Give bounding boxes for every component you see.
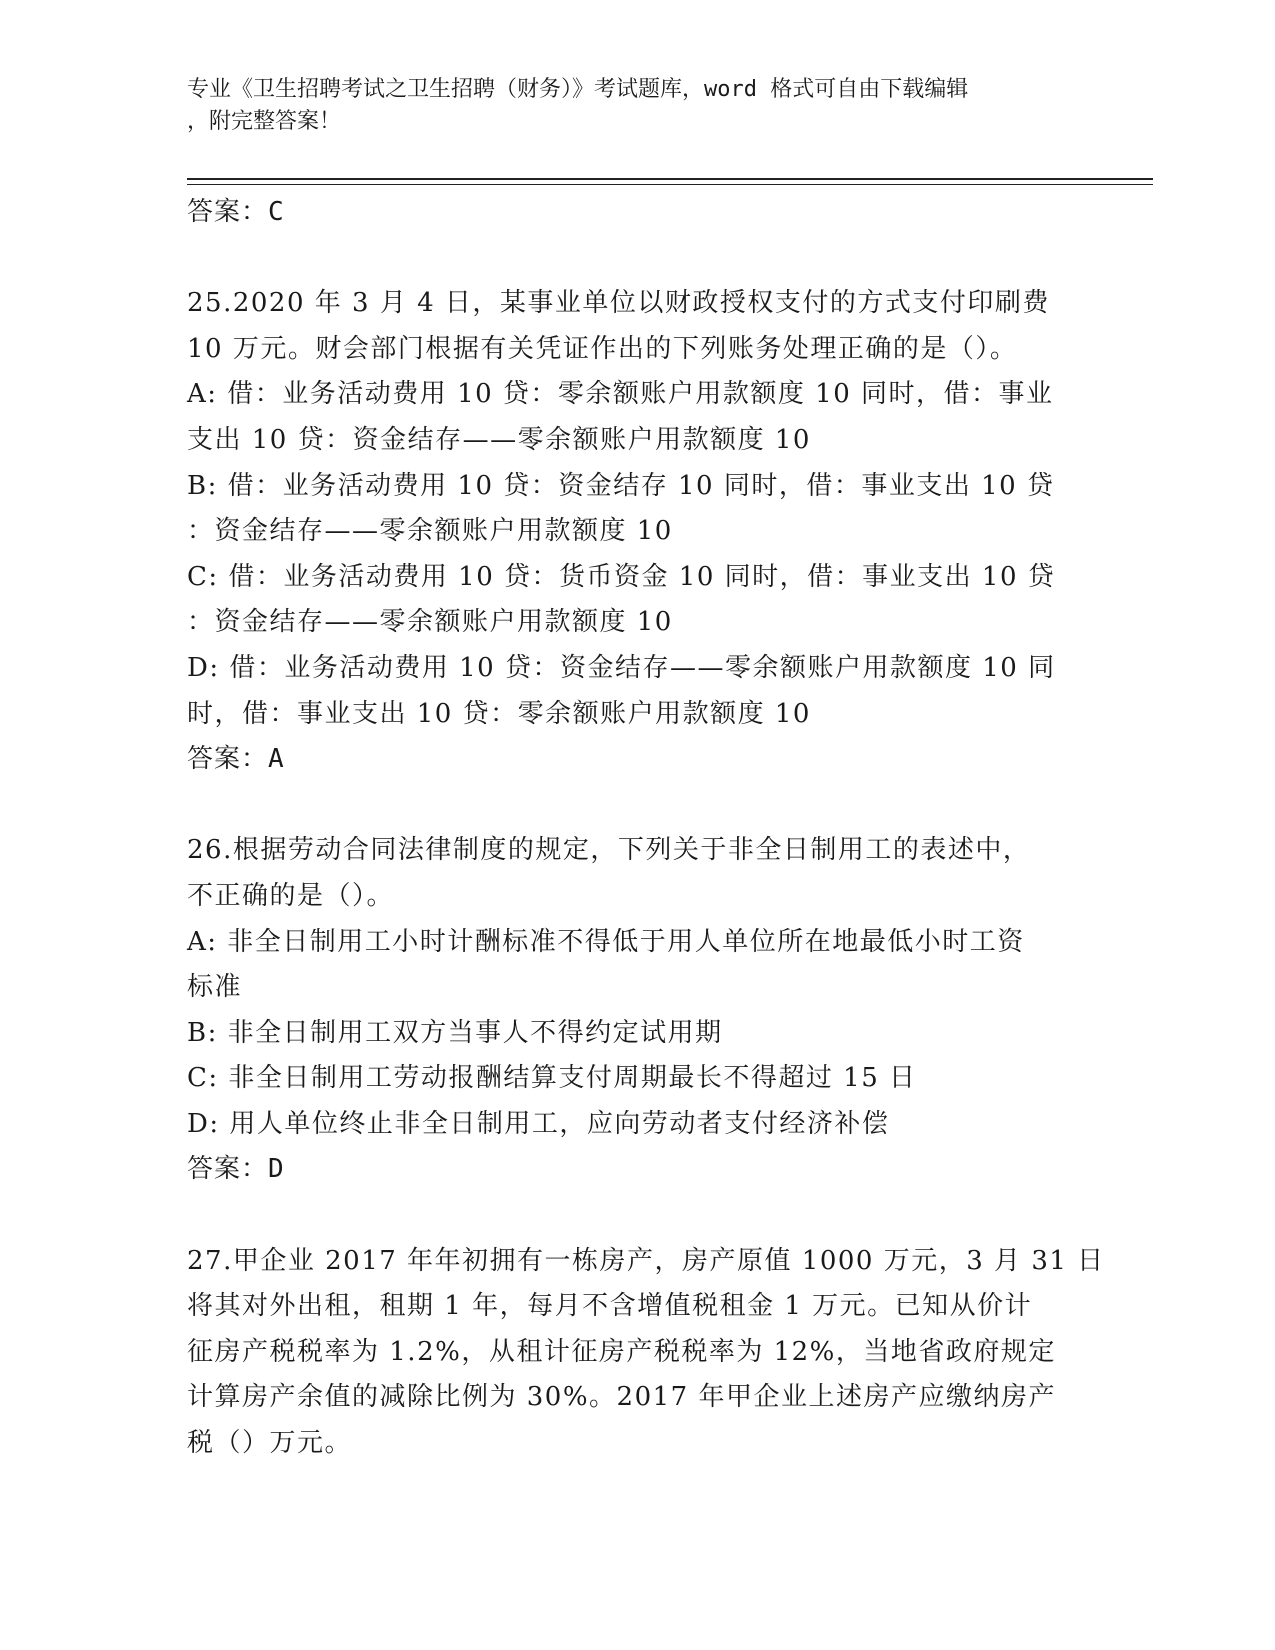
document-body — [187, 190, 1105, 1467]
header-divider-thin — [187, 184, 1153, 185]
question-stem-line: 将其对外出租，租期 1 年，每月不含增值税租金 1 万元。已知从价计 — [187, 1291, 1033, 1322]
question-stem-line: 26.根据劳动合同法律制度的规定，下列关于非全日制用工的表述中， — [187, 835, 1031, 866]
header-line-1: 专业《卫生招聘考试之卫生招聘（财务）》考试题库，word 格式可自由下载编辑 — [187, 77, 969, 102]
spacer — [187, 236, 1087, 282]
option-line: A: 非全日制用工小时计酬标准不得低于用人单位所在地最低小时工资 — [187, 926, 1025, 957]
option-line: 支出 10 贷：资金结存——零余额账户用款额度 10 — [187, 424, 811, 455]
header-divider-thick — [187, 178, 1153, 180]
question-27 — [187, 1239, 1105, 1467]
question-answer — [187, 1147, 1087, 1193]
answer-label: 答案： — [187, 197, 269, 227]
option-line: D: 借：业务活动费用 10 贷：资金结存——零余额账户用款额度 10 同 — [187, 652, 1056, 683]
header-line-2: ，附完整答案！ — [187, 109, 342, 134]
option-line: 时，借：事业支出 10 贷：零余额账户用款额度 10 — [187, 698, 811, 729]
option-line: C: 借：业务活动费用 10 贷：货币资金 10 同时，借：事业支出 10 贷 — [187, 561, 1056, 592]
question-stem-line: 25.2020 年 3 月 4 日，某事业单位以财政授权支付的方式支付印刷费 — [187, 288, 1050, 319]
option-line: C: 非全日制用工劳动报酬结算支付周期最长不得超过 15 日 — [187, 1063, 917, 1094]
question-stem-line: 税（）万元。 — [187, 1428, 353, 1459]
page-header — [187, 74, 1067, 138]
answer-label: 答案： — [187, 744, 269, 775]
option-line: A: 借：业务活动费用 10 贷：零余额账户用款额度 10 同时，借：事业 — [187, 379, 1054, 410]
option-line: B: 非全日制用工双方当事人不得约定试用期 — [187, 1017, 723, 1048]
answer-value: A — [268, 744, 285, 775]
question-answer — [187, 737, 1087, 783]
option-line: 标准 — [187, 972, 243, 1003]
option-line: D: 用人单位终止非全日制用工，应向劳动者支付经济补偿 — [187, 1108, 890, 1139]
question-stem-line: 27.甲企业 2017 年年初拥有一栋房产，房产原值 1000 万元，3 月 31 日 — [187, 1245, 1105, 1276]
spacer — [187, 783, 1087, 829]
spacer — [187, 1193, 1087, 1239]
option-line: B: 借：业务活动费用 10 贷：资金结存 10 同时，借：事业支出 10 贷 — [187, 470, 1055, 501]
question-stem-line: 不正确的是（）。 — [187, 880, 395, 911]
question-stem-line: 征房产税税率为 1.2%，从租计征房产税税率为 12%，当地省政府规定 — [187, 1336, 1056, 1367]
question-25 — [187, 281, 1087, 783]
question-stem-line: 10 万元。财会部门根据有关凭证作出的下列账务处理正确的是（）。 — [187, 333, 1018, 364]
answer-value: D — [268, 1154, 285, 1185]
question-26 — [187, 828, 1087, 1193]
previous-answer — [187, 190, 1087, 236]
question-stem-line: 计算房产余值的减除比例为 30%。2017 年甲企业上述房产应缴纳房产 — [187, 1382, 1056, 1413]
answer-value: C — [268, 197, 285, 227]
answer-label: 答案： — [187, 1154, 269, 1185]
option-line: ：资金结存——零余额账户用款额度 10 — [187, 607, 673, 638]
option-line: ：资金结存——零余额账户用款额度 10 — [187, 516, 673, 547]
